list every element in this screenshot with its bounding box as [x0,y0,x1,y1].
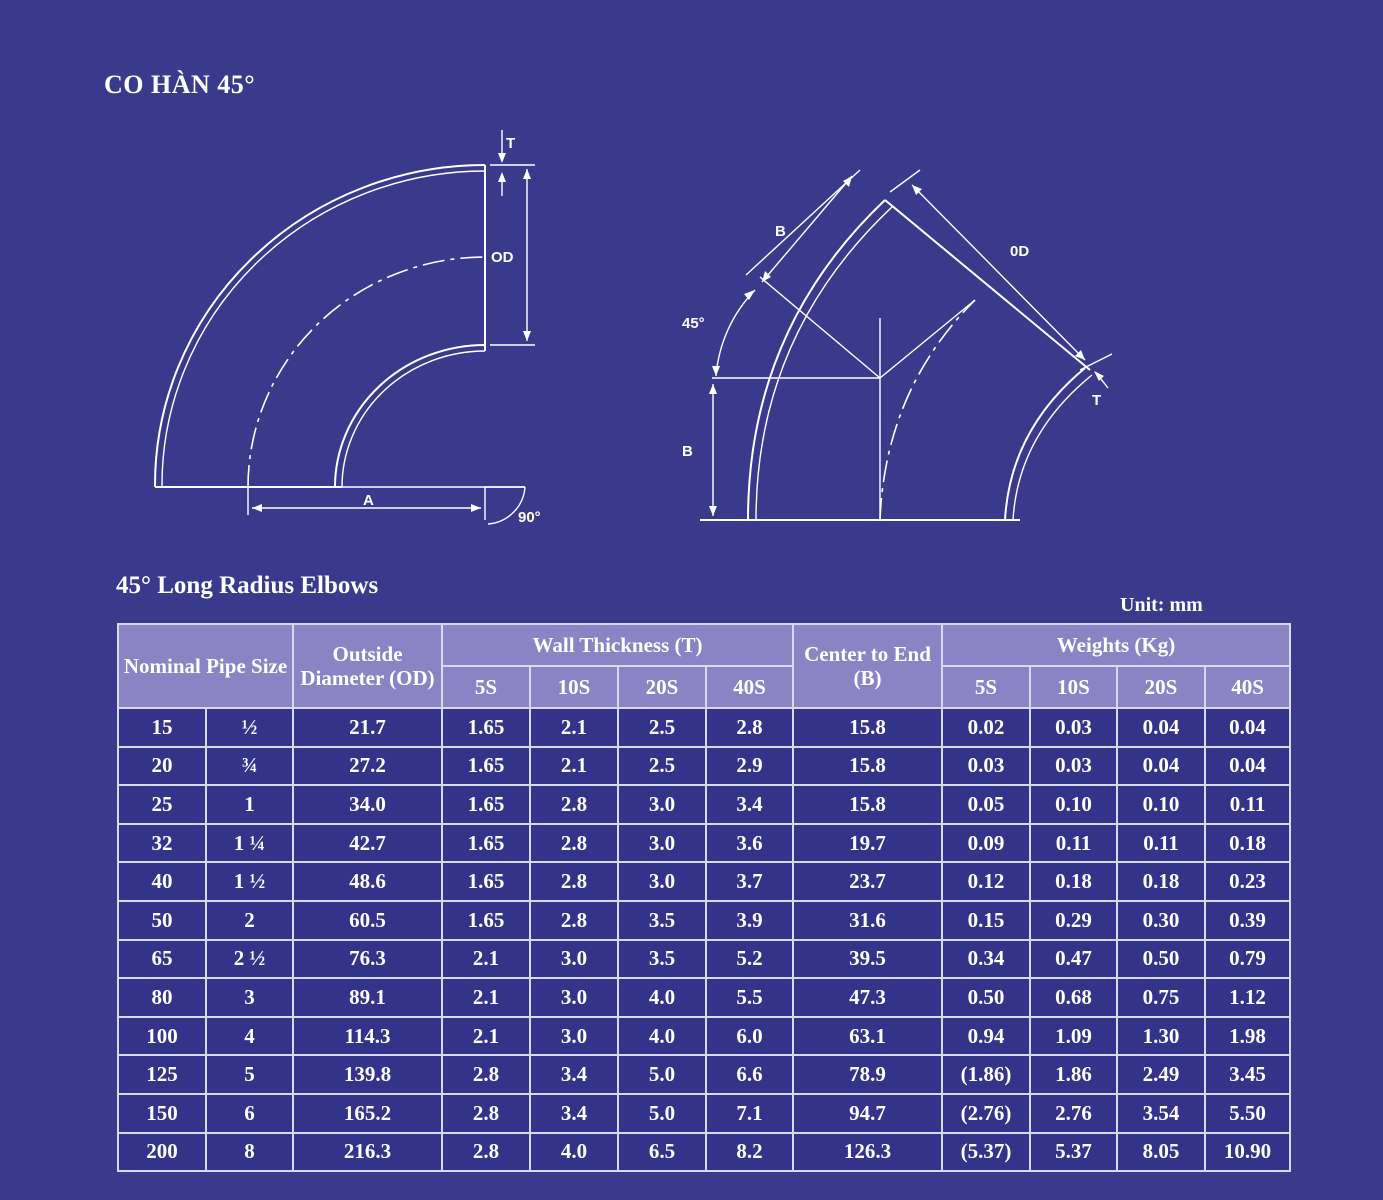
table-cell-w5: 1.65 [442,862,530,901]
table-cell-k5: 0.03 [942,747,1030,786]
table-cell-od: 60.5 [293,901,442,940]
table-cell-w10: 3.4 [530,1094,618,1133]
table-cell-dn: 65 [118,940,206,979]
table-cell-dn: 150 [118,1094,206,1133]
table-cell-k20: 2.49 [1117,1055,1205,1094]
table-cell-w40: 3.9 [706,901,793,940]
table-cell-k20: 0.11 [1117,824,1205,863]
label-od-left: OD [491,249,514,266]
table-cell-inch: 1 [206,785,293,824]
table-body [118,708,1290,1171]
table-cell-k40: 5.50 [1205,1094,1290,1133]
table-cell-dn: 50 [118,901,206,940]
table-cell-k10: 0.03 [1030,708,1117,747]
table-cell-k20: 0.50 [1117,940,1205,979]
table-cell-k20: 0.04 [1117,708,1205,747]
table-row [118,978,1290,1017]
table-cell-b: 15.8 [793,785,942,824]
elbow-spec-table [117,623,1291,1172]
table-cell-w10: 2.1 [530,747,618,786]
header-wall-40s: 40S [706,666,793,708]
table-cell-k20: 1.30 [1117,1017,1205,1056]
table-cell-w40: 2.8 [706,708,793,747]
table-cell-k20: 0.75 [1117,978,1205,1017]
table-cell-k40: 0.18 [1205,824,1290,863]
label-90: 90° [518,509,541,526]
table-cell-od: 89.1 [293,978,442,1017]
table-title: 45° Long Radius Elbows [116,572,379,599]
table-cell-w5: 2.8 [442,1133,530,1172]
table-cell-w10: 2.8 [530,785,618,824]
table-cell-k10: 1.86 [1030,1055,1117,1094]
table-cell-dn: 32 [118,824,206,863]
table-cell-w5: 1.65 [442,708,530,747]
table-cell-b: 39.5 [793,940,942,979]
table-cell-w5: 1.65 [442,901,530,940]
table-cell-w20: 3.0 [618,824,706,863]
table-cell-w10: 2.8 [530,862,618,901]
table-cell-w40: 6.6 [706,1055,793,1094]
table-cell-w10: 3.0 [530,1017,618,1056]
table-cell-b: 63.1 [793,1017,942,1056]
table-cell-b: 15.8 [793,708,942,747]
header-wall-5s: 5S [442,666,530,708]
table-row [118,1017,1290,1056]
table-cell-od: 48.6 [293,862,442,901]
table-cell-w40: 3.6 [706,824,793,863]
table-cell-k40: 0.04 [1205,708,1290,747]
header-wall-thickness: Wall Thickness (T) [442,624,793,666]
header-outside-diameter: Outside Diameter (OD) [293,624,442,708]
table-cell-w40: 5.5 [706,978,793,1017]
table-cell-w20: 3.5 [618,901,706,940]
table-cell-w20: 2.5 [618,708,706,747]
table-cell-b: 31.6 [793,901,942,940]
table-cell-b: 19.7 [793,824,942,863]
table-cell-dn: 15 [118,708,206,747]
header-weight-10s: 10S [1030,666,1117,708]
table-cell-w5: 2.8 [442,1055,530,1094]
table-cell-w40: 5.2 [706,940,793,979]
table-cell-w5: 2.1 [442,940,530,979]
table-cell-b: 15.8 [793,747,942,786]
table-cell-k5: 0.50 [942,978,1030,1017]
table-cell-od: 165.2 [293,1094,442,1133]
unit-label: Unit: mm [1120,594,1203,616]
table-cell-w5: 2.1 [442,978,530,1017]
table-row [118,862,1290,901]
table-cell-k40: 1.12 [1205,978,1290,1017]
table-cell-w20: 3.0 [618,785,706,824]
table-cell-b: 126.3 [793,1133,942,1172]
table-cell-k40: 0.11 [1205,785,1290,824]
table-cell-w10: 4.0 [530,1133,618,1172]
table-cell-k20: 8.05 [1117,1133,1205,1172]
table-cell-k10: 0.68 [1030,978,1117,1017]
table-cell-w5: 1.65 [442,747,530,786]
table-cell-k5: 0.34 [942,940,1030,979]
table-cell-w10: 3.0 [530,978,618,1017]
table-cell-dn: 20 [118,747,206,786]
table-cell-k20: 0.04 [1117,747,1205,786]
table-cell-od: 42.7 [293,824,442,863]
table-cell-inch: 1 ½ [206,862,293,901]
table-cell-k40: 0.23 [1205,862,1290,901]
header-weight-40s: 40S [1205,666,1290,708]
page-title: CO HÀN 45° [104,70,256,99]
table-cell-k5: (5.37) [942,1133,1030,1172]
table-cell-k10: 5.37 [1030,1133,1117,1172]
elbow-drawings [0,0,1383,560]
table-cell-inch: 2 ½ [206,940,293,979]
table-cell-k40: 0.04 [1205,747,1290,786]
table-cell-k20: 0.30 [1117,901,1205,940]
table-cell-k10: 2.76 [1030,1094,1117,1133]
table-cell-b: 78.9 [793,1055,942,1094]
table-cell-od: 114.3 [293,1017,442,1056]
table-cell-inch: 2 [206,901,293,940]
table-cell-k10: 0.11 [1030,824,1117,863]
table-cell-b: 94.7 [793,1094,942,1133]
table-cell-w40: 3.7 [706,862,793,901]
table-cell-k10: 0.18 [1030,862,1117,901]
table-cell-w10: 3.4 [530,1055,618,1094]
table-cell-dn: 125 [118,1055,206,1094]
table-cell-w10: 2.8 [530,824,618,863]
table-cell-inch: 1 ¼ [206,824,293,863]
table-cell-dn: 100 [118,1017,206,1056]
table-cell-inch: ¾ [206,747,293,786]
header-wall-10s: 10S [530,666,618,708]
table-cell-w20: 4.0 [618,978,706,1017]
table-cell-k20: 3.54 [1117,1094,1205,1133]
header-weight-20s: 20S [1117,666,1205,708]
table-cell-inch: ½ [206,708,293,747]
table-cell-inch: 6 [206,1094,293,1133]
table-cell-w5: 1.65 [442,785,530,824]
table-row [118,824,1290,863]
table-cell-od: 34.0 [293,785,442,824]
elbow-45-drawing [700,170,1112,520]
table-cell-k40: 0.79 [1205,940,1290,979]
table-cell-w5: 1.65 [442,824,530,863]
table-cell-w40: 2.9 [706,747,793,786]
table-cell-k10: 0.10 [1030,785,1117,824]
table-cell-k10: 0.03 [1030,747,1117,786]
table-cell-w5: 2.1 [442,1017,530,1056]
table-row [118,747,1290,786]
header-weights: Weights (Kg) [942,624,1290,666]
label-45: 45° [682,315,705,332]
table-cell-od: 76.3 [293,940,442,979]
table-cell-w40: 6.0 [706,1017,793,1056]
table-cell-k5: 0.12 [942,862,1030,901]
table-cell-w10: 2.1 [530,708,618,747]
table-row [118,1094,1290,1133]
table-cell-dn: 25 [118,785,206,824]
table-cell-w40: 7.1 [706,1094,793,1133]
table-cell-dn: 200 [118,1133,206,1172]
table-cell-k5: 0.15 [942,901,1030,940]
table-cell-w10: 2.8 [530,901,618,940]
table-cell-inch: 4 [206,1017,293,1056]
table-cell-k40: 1.98 [1205,1017,1290,1056]
table-cell-w20: 5.0 [618,1055,706,1094]
table-cell-w5: 2.8 [442,1094,530,1133]
table-cell-b: 23.7 [793,862,942,901]
table-cell-k5: 0.02 [942,708,1030,747]
header-nominal-pipe-size: Nominal Pipe Size [118,624,293,708]
label-od-right: 0D [1010,243,1030,260]
table-cell-k5: 0.09 [942,824,1030,863]
table-cell-k10: 1.09 [1030,1017,1117,1056]
elbow-90-drawing [155,130,535,524]
table-cell-k5: 0.94 [942,1017,1030,1056]
table-cell-k40: 3.45 [1205,1055,1290,1094]
table-cell-inch: 8 [206,1133,293,1172]
table-cell-w20: 3.5 [618,940,706,979]
table-cell-k10: 0.29 [1030,901,1117,940]
label-b-top: B [775,223,786,240]
table-row [118,901,1290,940]
table-cell-dn: 80 [118,978,206,1017]
table-row [118,940,1290,979]
table-cell-k5: (2.76) [942,1094,1030,1133]
table-cell-k20: 0.18 [1117,862,1205,901]
table-cell-w20: 6.5 [618,1133,706,1172]
table-cell-k40: 0.39 [1205,901,1290,940]
table-row [118,1133,1290,1172]
header-center-to-end: Center to End (B) [793,624,942,708]
table-cell-w20: 4.0 [618,1017,706,1056]
table-cell-w20: 2.5 [618,747,706,786]
table-cell-w20: 5.0 [618,1094,706,1133]
table-cell-k10: 0.47 [1030,940,1117,979]
table-cell-k5: (1.86) [942,1055,1030,1094]
label-t-left: T [506,135,516,152]
table-cell-w10: 3.0 [530,940,618,979]
table-cell-b: 47.3 [793,978,942,1017]
table-cell-od: 27.2 [293,747,442,786]
table-row [118,708,1290,747]
header-wall-20s: 20S [618,666,706,708]
table-cell-inch: 3 [206,978,293,1017]
table-cell-inch: 5 [206,1055,293,1094]
table-cell-w20: 3.0 [618,862,706,901]
table-cell-w40: 8.2 [706,1133,793,1172]
table-row [118,785,1290,824]
label-b-side: B [682,443,693,460]
label-a: A [363,492,374,509]
table-cell-od: 21.7 [293,708,442,747]
table-row [118,1055,1290,1094]
table-cell-k20: 0.10 [1117,785,1205,824]
table-cell-od: 216.3 [293,1133,442,1172]
table-cell-w40: 3.4 [706,785,793,824]
header-weight-5s: 5S [942,666,1030,708]
table-cell-k5: 0.05 [942,785,1030,824]
table-cell-dn: 40 [118,862,206,901]
table-cell-od: 139.8 [293,1055,442,1094]
table-cell-k40: 10.90 [1205,1133,1290,1172]
label-t-right: T [1092,392,1102,409]
